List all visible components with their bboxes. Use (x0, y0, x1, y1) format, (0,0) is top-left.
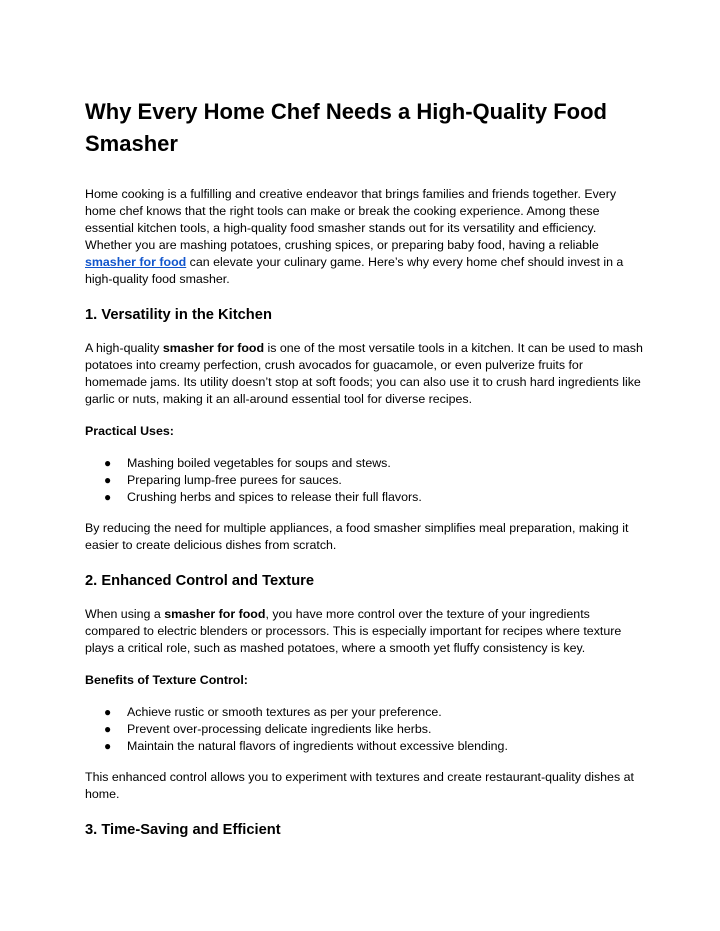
section2-keyword: smasher for food (164, 607, 266, 621)
list-item-text: Mashing boiled vegetables for soups and stews. (127, 456, 391, 470)
practical-uses-label: Practical Uses: (85, 424, 174, 438)
list-item-text: Preparing lump-free purees for sauces. (127, 473, 342, 487)
bullet-icon: ● (104, 739, 112, 753)
list-item-text: Crushing herbs and spices to release their full flavors. (127, 490, 422, 504)
list-item (85, 455, 645, 472)
list-item (85, 472, 645, 489)
bullet-icon: ● (104, 490, 112, 504)
list-item (85, 738, 645, 755)
intro-text-end: can elevate your culinary game. Here’s why every home chef should invest in a high-quality food smasher. (85, 255, 624, 286)
bullet-icon: ● (104, 705, 112, 719)
texture-benefits-label: Benefits of Texture Control: (85, 673, 248, 687)
section1-paragraph (85, 340, 645, 408)
bullet-icon: ● (104, 722, 112, 736)
document-page (85, 96, 645, 840)
section2-paragraph (85, 606, 645, 657)
intro-paragraph (85, 186, 645, 288)
section1-closing: By reducing the need for multiple appliances, a food smasher simplifies meal preparation, making it easier to create delicious dishes from scratch. (85, 521, 629, 552)
list-item-text: Achieve rustic or smooth textures as per your preference. (127, 705, 442, 719)
section3-heading: 3. Time-Saving and Efficient (85, 822, 281, 838)
list-item (85, 721, 645, 738)
section1-heading: 1. Versatility in the Kitchen (85, 307, 272, 323)
section2-text-start: When using a (85, 607, 165, 621)
section2-closing: This enhanced control allows you to experiment with textures and create restaurant-quality dishes at home. (85, 770, 634, 801)
intro-text-start: Home cooking is a fulfilling and creative endeavor that brings families and friends together. Every home chef knows that the right tools can make or break the cooking experience. Among these essential kitchen tools, a high-quality food smasher stands out for its versatility and efficiency. Whether you are mashing potatoes, crushing spices, or preparing baby food, having a reliable (85, 187, 617, 252)
section2-heading: 2. Enhanced Control and Texture (85, 573, 315, 589)
texture-benefits-list (85, 704, 645, 755)
section1-keyword: smasher for food (162, 341, 265, 355)
section2-text-end: , you have more control over the texture of your ingredients compared to electric blenders or processors. This is especially important for recipes where texture plays a critical role, such as mashed potatoes, where a smooth yet fluffy consistency is key. (85, 607, 622, 655)
list-item-text: Maintain the natural flavors of ingredients without excessive blending. (127, 739, 508, 753)
bullet-icon: ● (104, 456, 112, 470)
list-item-text: Prevent over-processing delicate ingredients like herbs. (127, 722, 432, 736)
smasher-for-food-link[interactable]: smasher for food (85, 255, 187, 269)
list-item (85, 704, 645, 721)
section1-text-start: A high-quality (85, 341, 163, 355)
list-item (85, 489, 645, 506)
bullet-icon: ● (104, 473, 112, 487)
page-title: Why Every Home Chef Needs a High-Quality Food Smasher (85, 99, 607, 156)
section1-text-end: is one of the most versatile tools in a kitchen. It can be used to mash potatoes into creamy perfection, crush avocados for guacamole, or even pulverize fruits for homemade jams. Its utility doesn’t stop at soft foods; you can also use it to crush hard ingredients like garlic or nuts, making it an all-around essential tool for diverse recipes. (85, 341, 643, 406)
practical-uses-list (85, 455, 645, 506)
